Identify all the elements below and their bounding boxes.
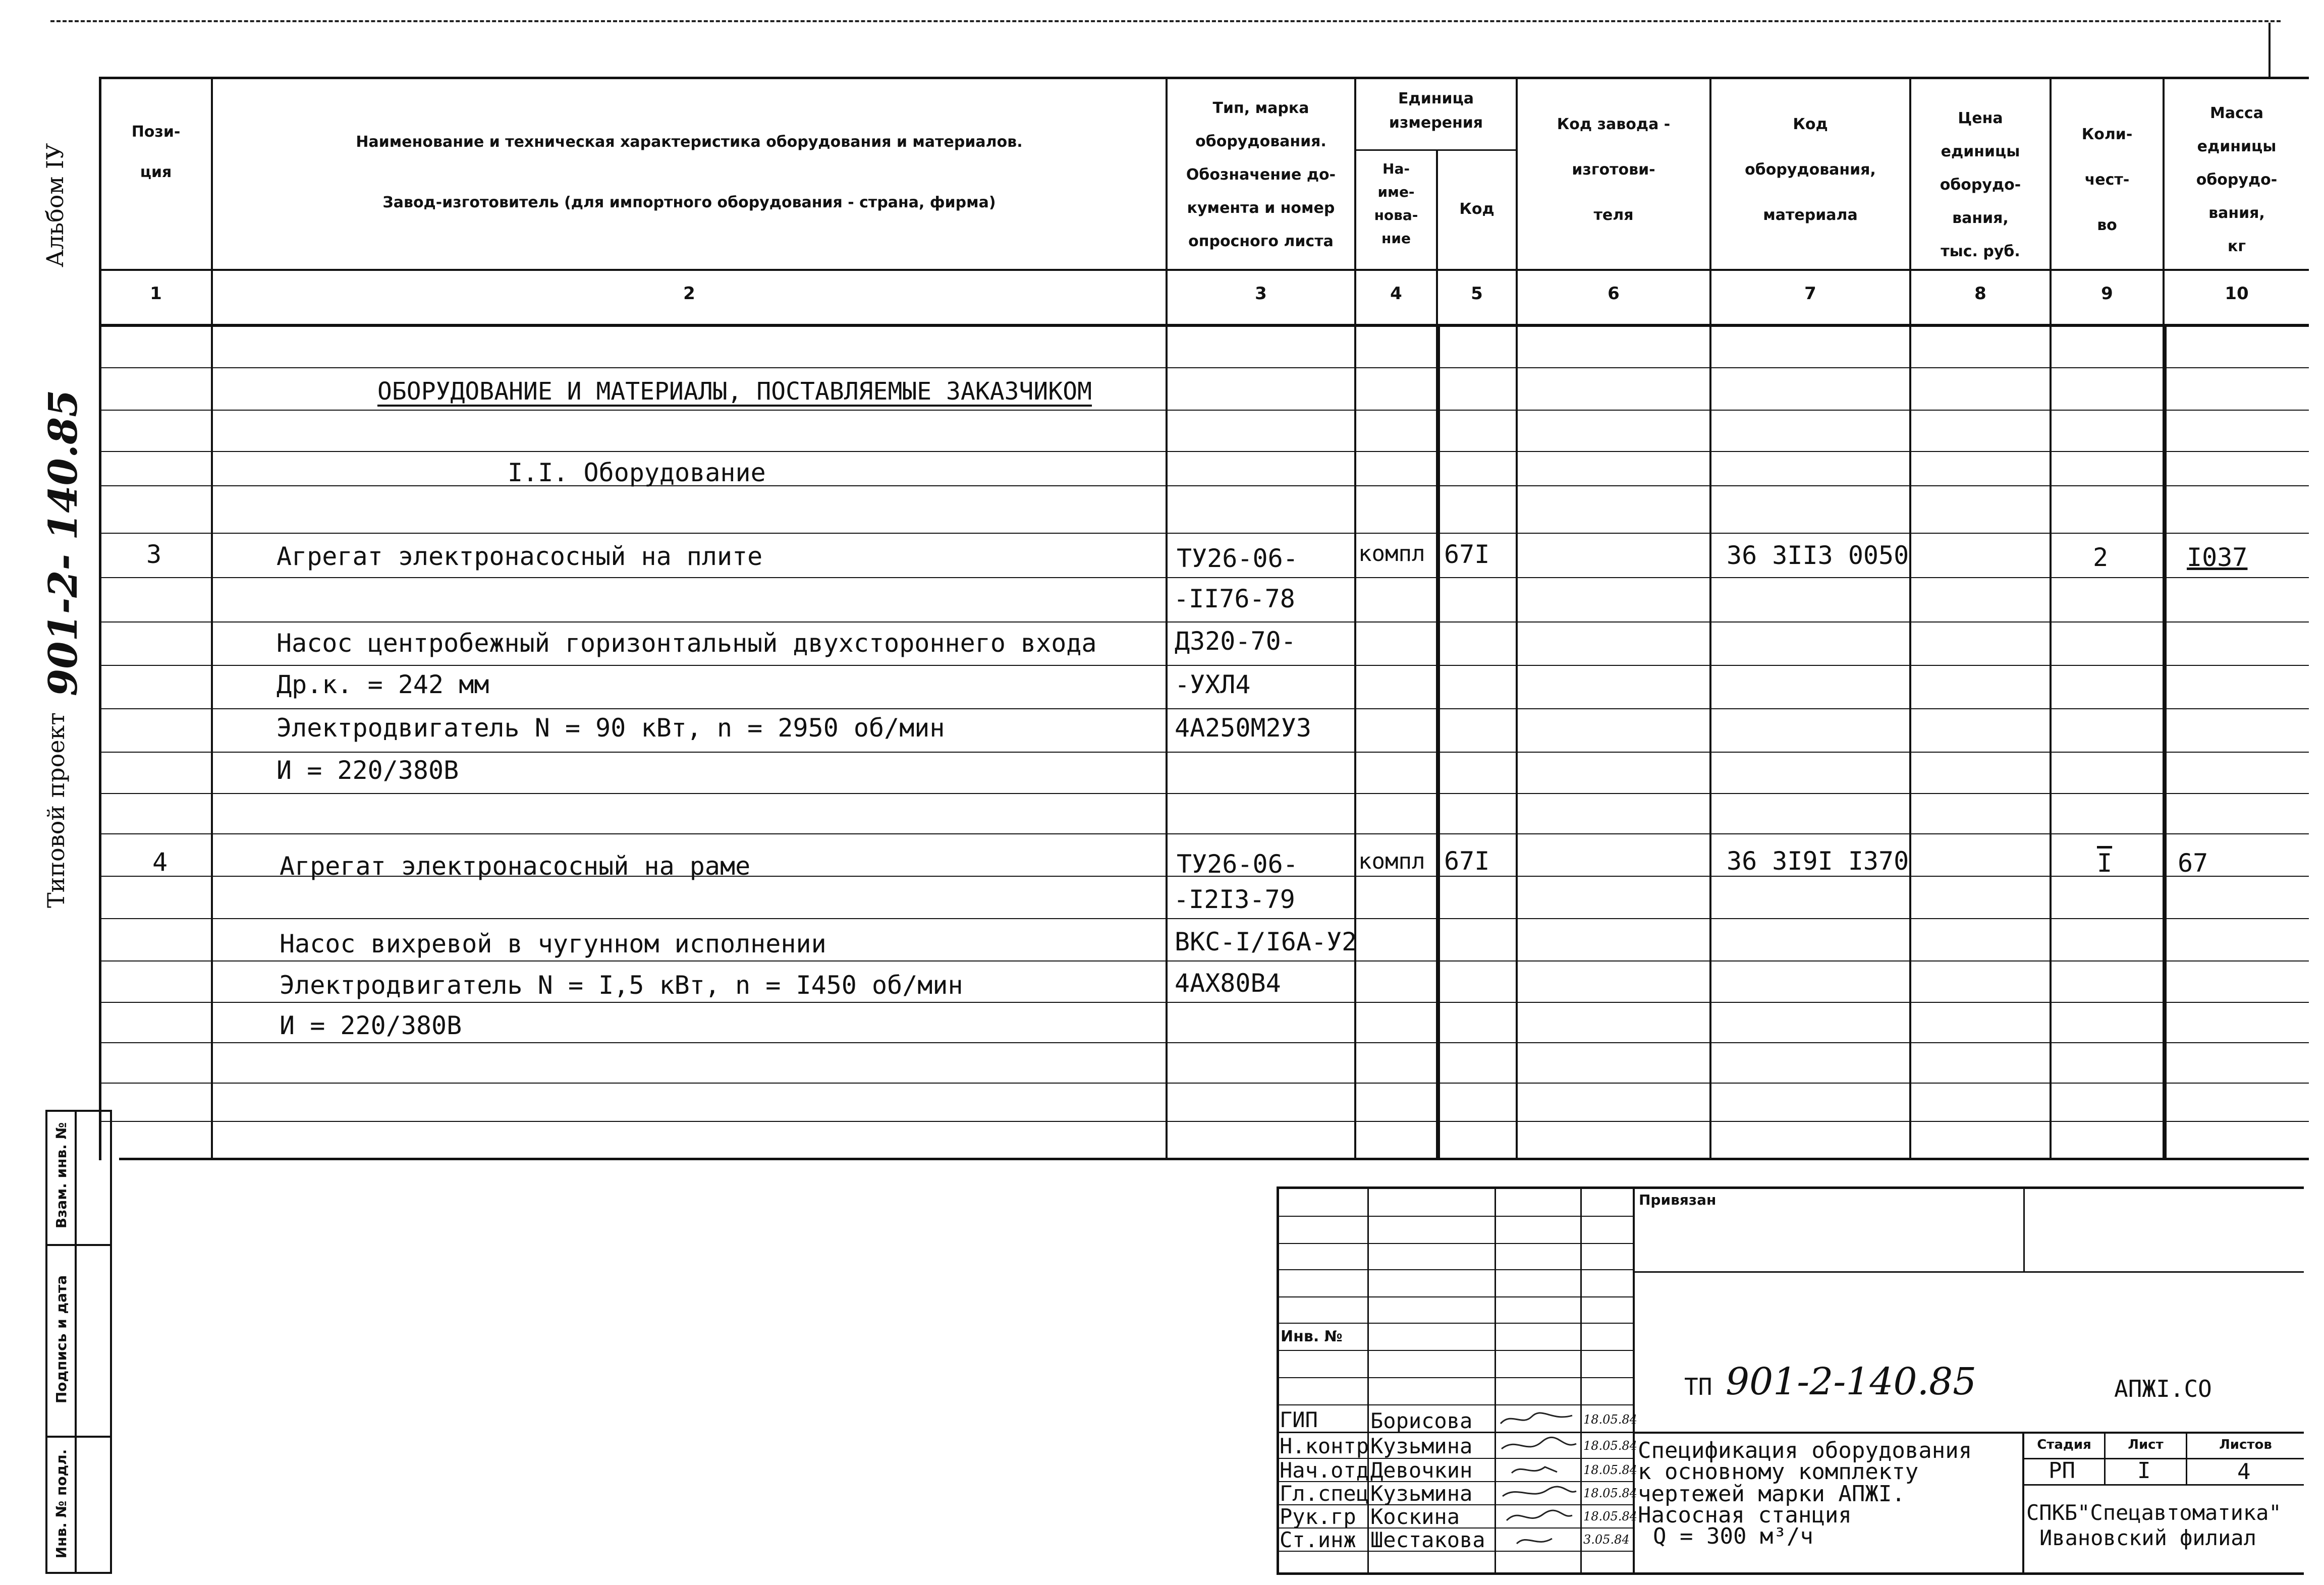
row-pump-name: Насос центробежный горизонтальный двухстороннего входа: [276, 629, 1097, 658]
staff-role-5: Рук.гр: [1280, 1504, 1356, 1529]
subsection-title: I.I. Оборудование: [508, 458, 766, 487]
row-3-unit: компл: [1358, 541, 1425, 567]
row-motor-1-name: Электродвигатель N = 90 кВт, n = 2950 об/мин: [276, 713, 945, 743]
row-3-mass: I037: [2187, 543, 2248, 572]
row-3-name: Агрегат электронасосный на плите: [276, 542, 763, 571]
staff-name-3: Девочкин: [1370, 1458, 1473, 1483]
row-vortex-pump-type: ВКС-I/I6А-У2: [1175, 927, 1357, 956]
doc-prefix: ТП: [1684, 1373, 1712, 1400]
sheet-label: Лист: [2128, 1437, 2164, 1452]
header-factory-code: Код завода - изготови- теля: [1557, 116, 1671, 224]
row-4-unit: компл: [1358, 848, 1425, 874]
project-type-label: Типовой проект: [42, 712, 70, 908]
org-branch: Ивановский филиал: [2039, 1525, 2256, 1550]
signature-1: [1501, 1413, 1572, 1424]
row-voltage-2-name: И = 220/380В: [280, 1011, 462, 1040]
row-diameter-name: Др.к. = 242 мм: [276, 670, 489, 699]
staff-date-4: 18.05.84: [1583, 1486, 1637, 1500]
row-4-type-cont: -I2I3-79: [1174, 885, 1295, 914]
staff-name-1: Борисова: [1370, 1408, 1473, 1433]
stage-value: РП: [2049, 1458, 2075, 1484]
col-num-10: 10: [2225, 284, 2249, 304]
header-equipment-code: Код оборудования, материала: [1745, 116, 1876, 224]
header-unit-name: На- име- нова- ние: [1374, 160, 1418, 247]
col-num-5: 5: [1471, 284, 1483, 304]
header-type: Тип, марка оборудования. Обозначение до- кумента и номер опросного листа: [1186, 99, 1336, 250]
staff-name-4: Кузьмина: [1370, 1481, 1473, 1506]
col-num-6: 6: [1608, 284, 1620, 304]
col-num-8: 8: [1974, 284, 1986, 304]
row-3-position: 3: [146, 540, 162, 569]
row-4-mass: 67: [2178, 848, 2208, 878]
staff-name-2: Кузьмина: [1370, 1434, 1473, 1458]
row-4-name: Агрегат электронасосный на раме: [280, 852, 751, 881]
stamp-orig-inv: Инв. № подл.: [53, 1449, 70, 1559]
staff-date-3: 18.05.84: [1583, 1463, 1637, 1477]
row-motor-2-name: Электродвигатель N = I,5 кВт, n = I450 об/мин: [280, 971, 963, 1000]
col-num-4: 4: [1390, 284, 1402, 304]
staff-name-6: Шестакова: [1370, 1527, 1485, 1552]
signature-5: [1507, 1510, 1572, 1520]
staff-role-4: Гл.спец: [1280, 1481, 1369, 1506]
header-position: Пози- ция: [131, 123, 181, 181]
section-title: ОБОРУДОВАНИЕ И МАТЕРИАЛЫ, ПОСТАВЛЯЕМЫЕ ЗАКАЗЧИКОМ: [377, 377, 1092, 406]
header-unit-code: Код: [1459, 200, 1495, 218]
col-num-7: 7: [1804, 284, 1816, 304]
sheet-value: I: [2137, 1458, 2151, 1484]
sheets-value: 4: [2237, 1459, 2251, 1485]
signature-2: [1502, 1437, 1576, 1449]
signature-4: [1503, 1487, 1576, 1496]
staff-role-6: Ст.инж: [1280, 1527, 1356, 1552]
row-3-code: 67I: [1444, 540, 1490, 569]
project-code-handwritten: 901-2- 140.85: [40, 389, 86, 696]
staff-date-5: 18.05.84: [1583, 1509, 1637, 1523]
spec-table: [99, 77, 2309, 1160]
row-motor-1-type: 4А250М2У3: [1175, 713, 1311, 743]
staff-name-5: Коскина: [1370, 1504, 1460, 1529]
row-motor-2-type: 4АХ80В4: [1175, 969, 1281, 998]
row-4-equip-code: 36 3I9I I370: [1727, 846, 1909, 876]
sheets-label: Листов: [2219, 1437, 2272, 1452]
staff-date-2: 18.05.84: [1583, 1439, 1637, 1453]
side-stamp: [45, 1110, 112, 1574]
row-3-equip-code: 36 3II3 0050: [1727, 541, 1909, 570]
description-line-4: Насосная станция: [1638, 1502, 1852, 1528]
staff-role-3: Нач.отд: [1280, 1458, 1369, 1483]
header-name: Наименование и техническая характеристика оборудования и материалов. Завод-изготовитель (для импортного оборудования - страна, фирма): [356, 133, 1023, 211]
header-price: Цена единицы оборудо- вания, тыс. руб.: [1940, 109, 2021, 260]
stage-label: Стадия: [2037, 1437, 2091, 1452]
signatures: [1497, 1406, 1580, 1573]
row-vortex-pump-name: Насос вихревой в чугунном исполнении: [280, 929, 826, 958]
stamp-sign-date: Подпись и дата: [53, 1275, 70, 1404]
row-3-quantity: 2: [2093, 543, 2109, 572]
col-num-9: 9: [2101, 284, 2113, 304]
col-num-2: 2: [683, 284, 695, 304]
description-line-3: чертежей марки АПЖI.: [1638, 1481, 1905, 1507]
doc-mark: АПЖI.СО: [2114, 1375, 2212, 1402]
top-right-tick: [2268, 23, 2271, 78]
row-voltage-1-name: И = 220/380В: [276, 756, 459, 785]
description-line-1: Спецификация оборудования: [1638, 1438, 1972, 1463]
staff-role-1: ГИП: [1280, 1407, 1318, 1432]
signature-3: [1512, 1467, 1557, 1473]
privyazan-label: Привязан: [1639, 1192, 1717, 1208]
staff-role-2: Н.контр: [1280, 1434, 1369, 1458]
header-mass: Масса единицы оборудо- вания, кг: [2196, 104, 2278, 255]
top-border-dashed: [50, 20, 2281, 22]
staff-date-1: 18.05.84: [1583, 1412, 1637, 1427]
header-quantity: Коли- чест- во: [2081, 126, 2133, 234]
description-line-2: к основному комплекту: [1638, 1459, 1919, 1485]
org-name: СПКБ"Спецавтоматика": [2026, 1500, 2282, 1525]
row-3-type: ТУ26-06-: [1177, 544, 1298, 573]
description-line-5: Q = 300 м³/ч: [1653, 1523, 1813, 1549]
row-4-code: 67I: [1444, 846, 1490, 876]
row-4-position: 4: [152, 847, 168, 877]
header-unit: Единица измерения: [1389, 90, 1483, 132]
row-4-type: ТУ26-06-: [1177, 850, 1298, 879]
col-num-3: 3: [1255, 284, 1267, 304]
row-pump-type: Д320-70-: [1175, 627, 1296, 656]
title-block: [1277, 1186, 2304, 1575]
row-3-type-cont: -II76-78: [1174, 584, 1295, 613]
inv-no-label: Инв. №: [1281, 1328, 1343, 1345]
col-num-1: 1: [150, 284, 162, 304]
album-label: Альбом IУ: [41, 143, 69, 267]
doc-number-handwritten: 901-2-140.85: [1726, 1360, 1977, 1403]
row-4-quantity: $\overline{I}$: [2097, 848, 2113, 878]
staff-date-6: 3.05.84: [1583, 1533, 1630, 1547]
signature-6: [1517, 1539, 1552, 1544]
stamp-replace-inv: Взам. инв. №: [53, 1122, 70, 1229]
row-diameter-type: -УХЛ4: [1175, 670, 1251, 699]
